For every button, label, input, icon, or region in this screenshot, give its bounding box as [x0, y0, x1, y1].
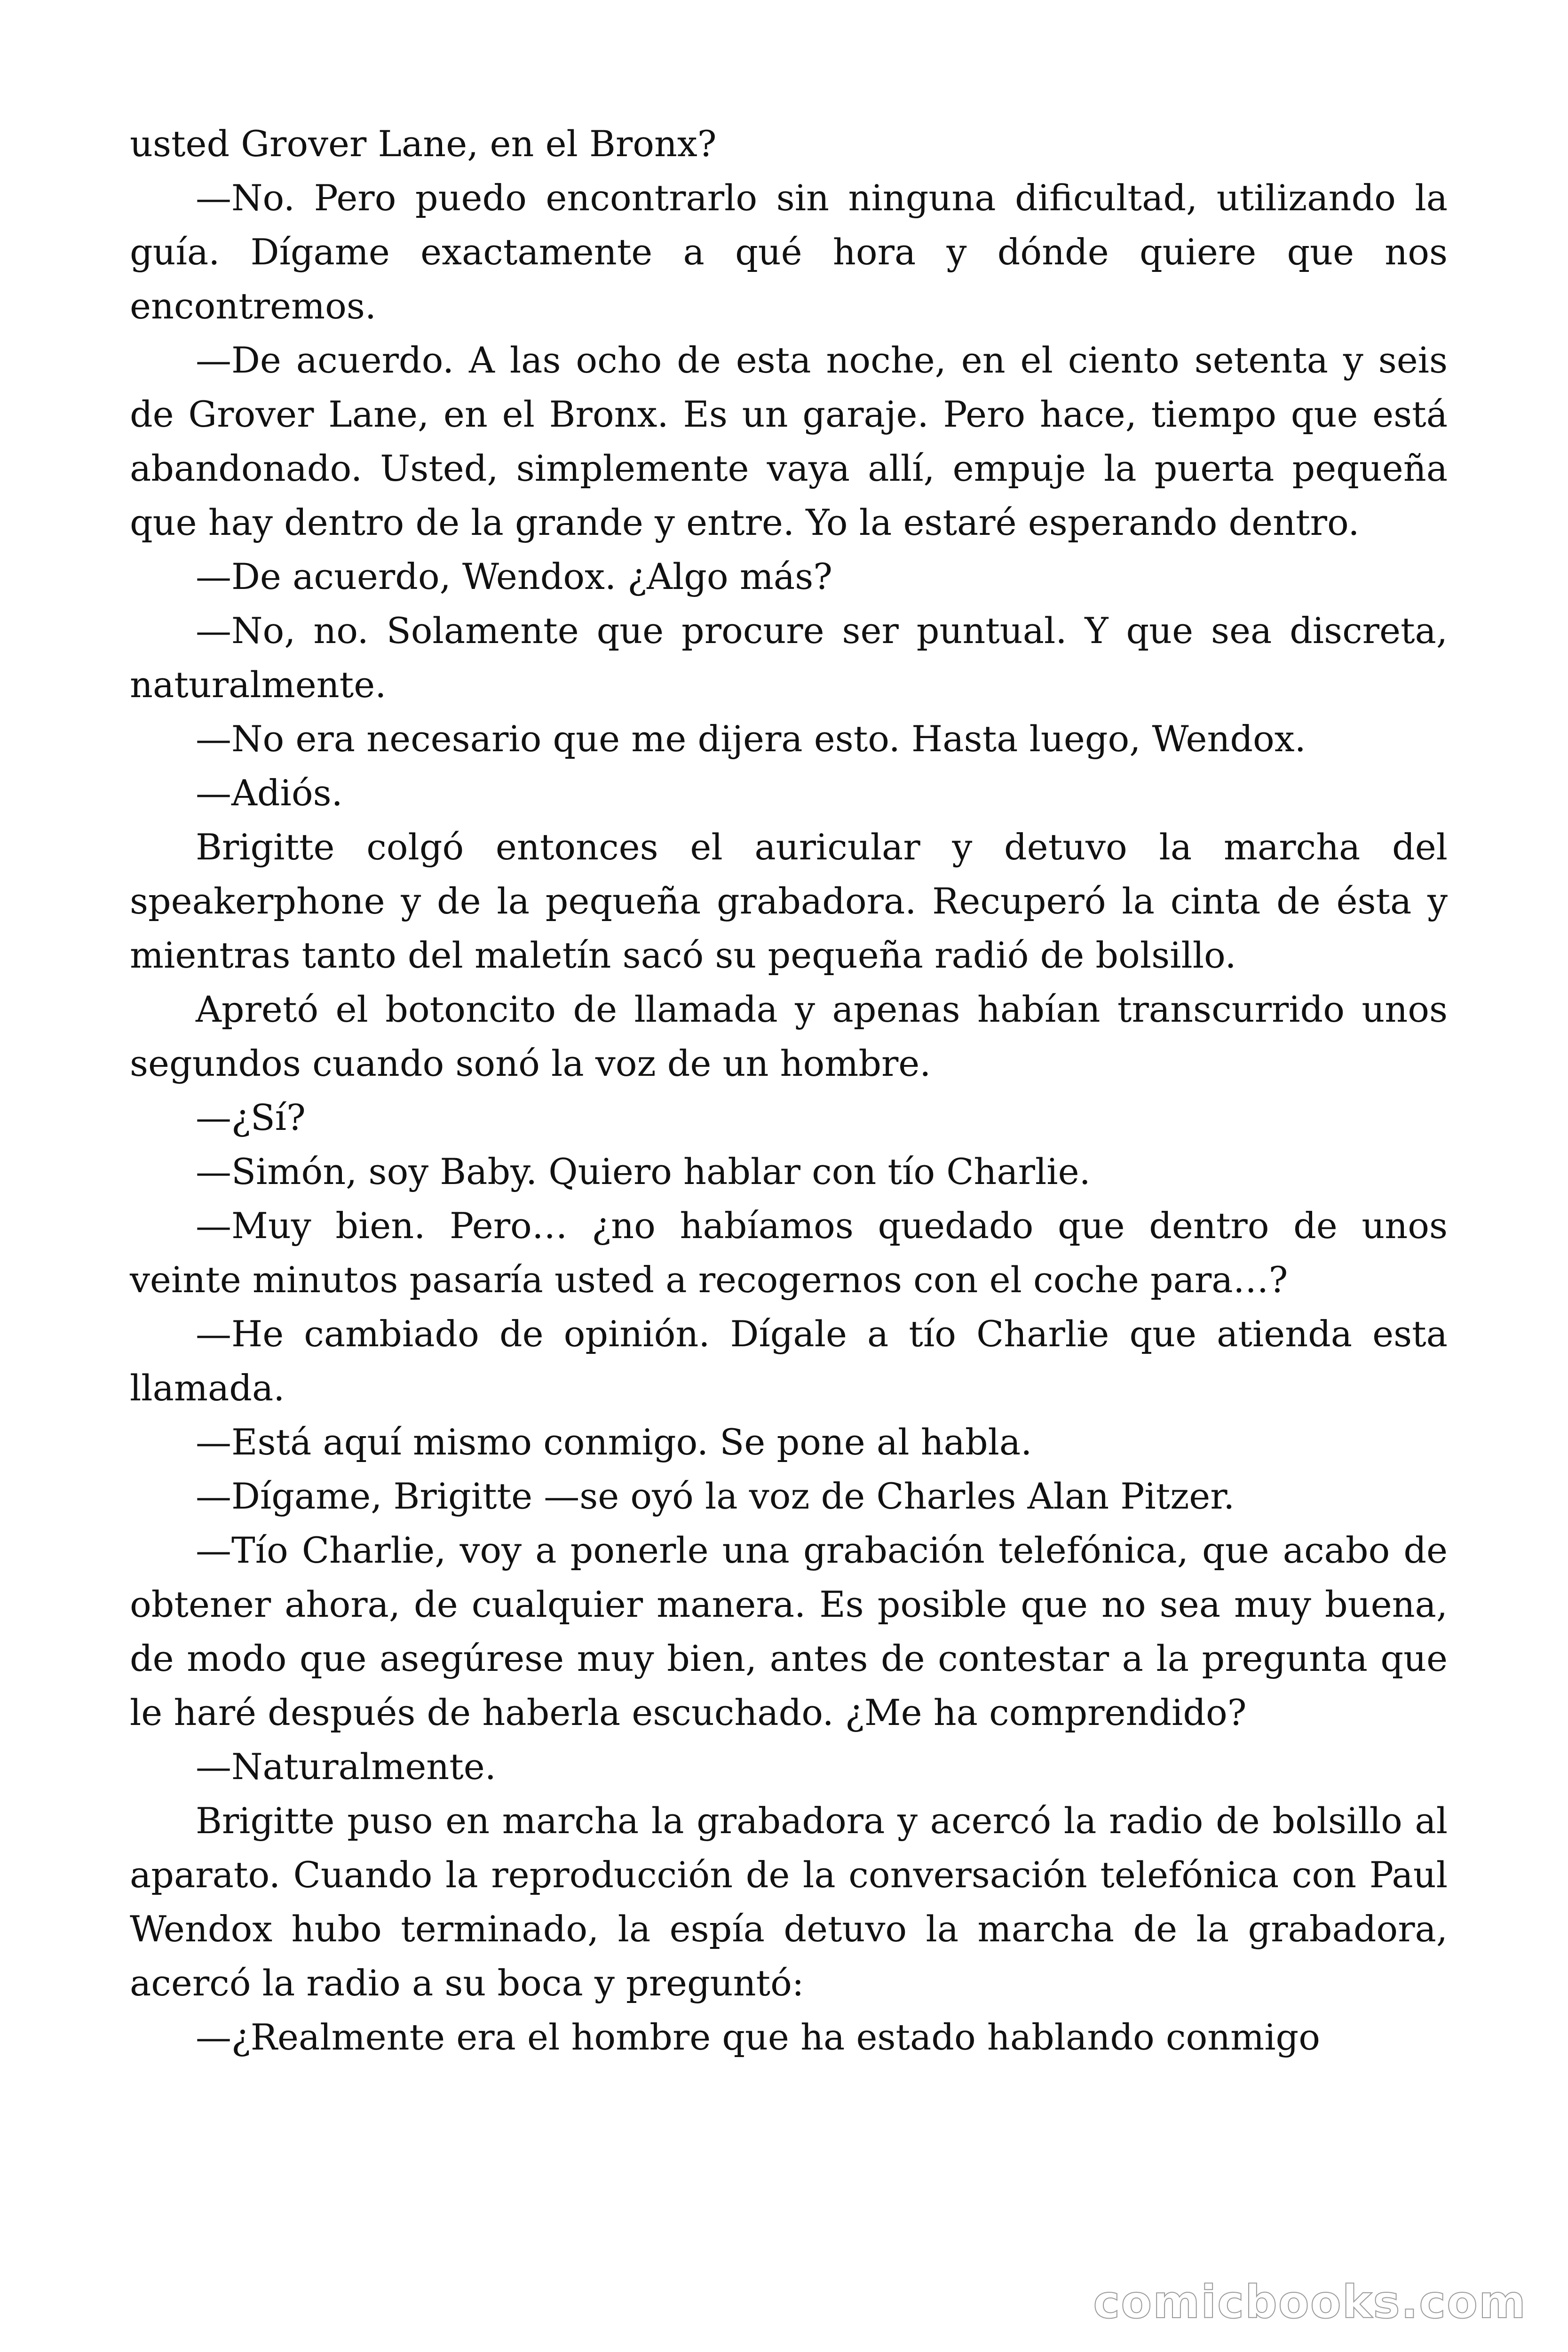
- paragraph: —¿Sí?: [196, 1097, 306, 1138]
- paragraph: —Dígame, Brigitte —se oyó la voz de Charles Alan Pitzer.: [196, 1475, 1235, 1517]
- paragraph: —Muy bien. Pero… ¿no habíamos quedado que dentro de unos veinte minutos pasaría usted a recogernos con el coche para…?: [130, 1205, 1448, 1301]
- paragraph: usted Grover Lane, en el Bronx?: [130, 123, 717, 165]
- paragraph: —¿Realmente era el hombre que ha estado hablando conmigo: [196, 2016, 1320, 2058]
- watermark: comicbooks.com: [1093, 2276, 1527, 2328]
- paragraph: Apretó el botoncito de llamada y apenas habían transcurrido unos segundos cuando sonó la voz de un hombre.: [130, 988, 1448, 1084]
- paragraph: —De acuerdo, Wendox. ¿Algo más?: [196, 556, 832, 597]
- paragraph: —No, no. Solamente que procure ser puntual. Y que sea discreta, naturalmente.: [130, 610, 1448, 706]
- paragraph: —Naturalmente.: [196, 1746, 496, 1788]
- paragraph: Brigitte puso en marcha la grabadora y acercó la radio de bolsillo al aparato. Cuando la reproducción de la conversación telefónica con Paul Wendox hubo terminado, la espía detuvo la marcha de la grabadora, acercó la radio a su boca y preguntó:: [130, 1800, 1448, 2004]
- paragraph: —Simón, soy Baby. Quiero hablar con tío Charlie.: [196, 1151, 1091, 1192]
- book-page-text: [130, 117, 1448, 2064]
- paragraph: —No era necesario que me dijera esto. Hasta luego, Wendox.: [196, 718, 1306, 760]
- paragraph: —De acuerdo. A las ocho de esta noche, en el ciento setenta y seis de Grover Lane, en el Bronx. Es un garaje. Pero hace, tiempo que está abandonado. Usted, simplemente vaya allí, empuje la puerta pequeña que hay dentro de la grande y entre. Yo la estaré esperando dentro.: [130, 339, 1448, 543]
- paragraph: —Tío Charlie, voy a ponerle una grabación telefónica, que acabo de obtener ahora, de cualquier manera. Es posible que no sea muy buena, de modo que asegúrese muy bien, antes de contestar a la pregunta que le haré después de haberla escuchado. ¿Me ha comprendido?: [130, 1529, 1448, 1733]
- paragraph: —Está aquí mismo conmigo. Se pone al habla.: [196, 1421, 1032, 1463]
- paragraph: —Adiós.: [196, 772, 343, 814]
- paragraph: Brigitte colgó entonces el auricular y detuvo la marcha del speakerphone y de la pequeña grabadora. Recuperó la cinta de ésta y mientras tanto del maletín sacó su pequeña radió de bolsillo.: [130, 826, 1448, 976]
- paragraph: —He cambiado de opinión. Dígale a tío Charlie que atienda esta llamada.: [130, 1313, 1448, 1409]
- paragraph: —No. Pero puedo encontrarlo sin ninguna dificultad, utilizando la guía. Dígame exactamente a qué hora y dónde quiere que nos encontremos.: [130, 177, 1448, 327]
